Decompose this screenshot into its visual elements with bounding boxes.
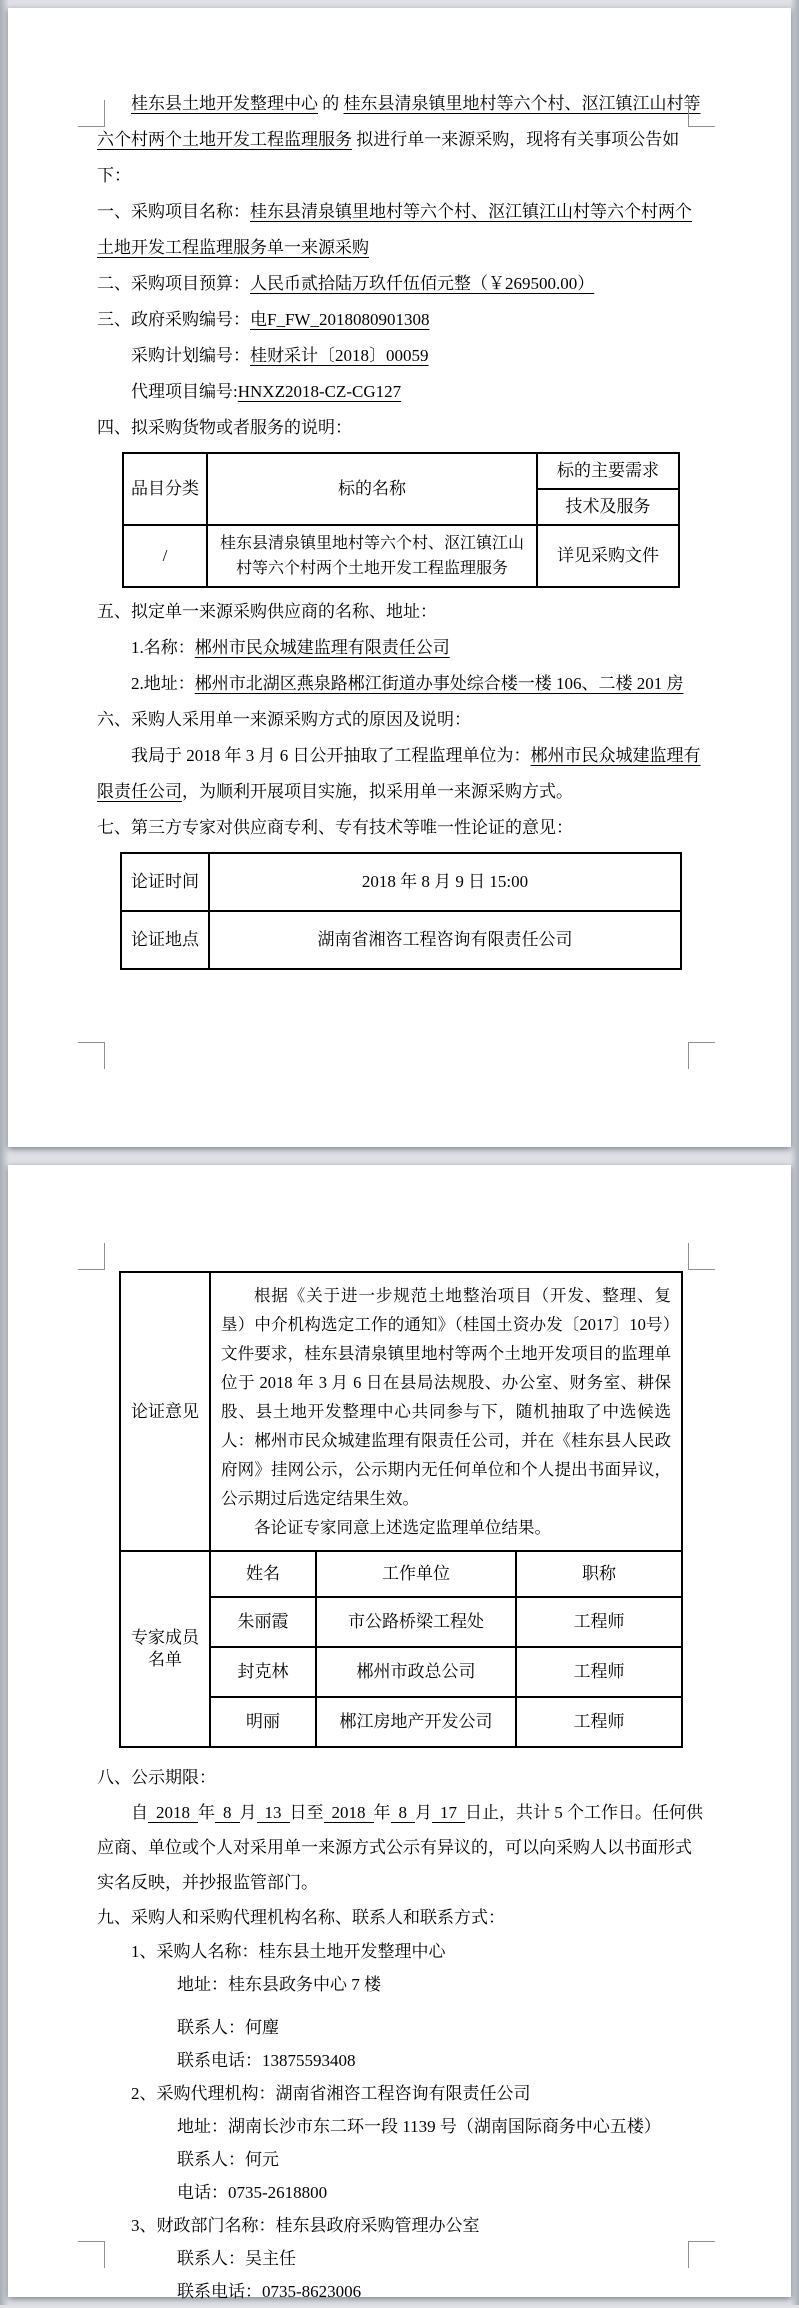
purchaser-name-underlined: 桂东县土地开发整理中心	[131, 94, 318, 113]
section-9-heading: 九、采购人和采购代理机构名称、联系人和联系方式：	[97, 1908, 505, 1927]
table1-header-category: 品目分类	[123, 453, 207, 525]
s8-month-start: 8	[215, 1803, 240, 1823]
project-name-underlined: 桂东县清泉镇里地村等六个村、沤江镇江山村等六个村两个土地开发工程监理服务	[97, 94, 701, 149]
section-4-heading: 四、拟采购货物或者服务的说明：	[97, 418, 352, 437]
section-7-heading: 七、第三方专家对供应商专利、专有技术等唯一性论证的意见：	[97, 818, 573, 837]
text-boundary-mark-bottom-left	[78, 1042, 105, 1069]
supplier-name-line	[97, 630, 705, 666]
agency-address-line: 地址：湖南长沙市东二环一段 1139 号（湖南国际商务中心五楼）	[177, 2117, 661, 2136]
opinion-paragraph-2: 各论证专家同意上述选定监理单位结果。	[253, 1518, 551, 1537]
section-8-paragraph	[97, 1795, 705, 1900]
text-boundary-mark-bottom-right	[688, 1042, 715, 1069]
section-6-post: ，为顺利开展项目实施，拟采用单一来源采购方式。	[182, 782, 573, 801]
intro-connector: 的	[318, 94, 344, 113]
s8-month-end: 8	[391, 1803, 416, 1823]
expert-workunit: 市公路桥梁工程处	[316, 1597, 516, 1647]
text-boundary-mark-top-left	[78, 1243, 105, 1270]
table1-header-tech-service: 技术及服务	[537, 489, 679, 525]
opinion-paragraph-1: 根据《关于进一步规范土地整治项目（开发、整理、复垦）中介机构选定工作的通知》（桂国土资办发〔2017〕10号）文件要求，桂东县清泉镇里地村等两个土地开发项目的监理单位于 2018 年 3 月 6 日在县局法规股、办公室、财务室、耕保股、县土地开发整理中心共同参与下，随机抽取了中选候选人：郴州市民众城建监理有限责任公司，并在《桂东县人民政府网》挂网公示，公示期内无任何单位和个人提出书面异议，公示期过后选定结果生效。	[220, 1286, 671, 1508]
agency-phone-line: 电话：0735-2618800	[177, 2183, 328, 2202]
s8-t1: 年	[198, 1803, 215, 1822]
s8-year-start: 2018	[148, 1803, 198, 1823]
section-3-label: 三、政府采购编号：	[97, 310, 250, 329]
s8-day-end: 17	[432, 1803, 465, 1823]
text-boundary-mark-bottom-right	[688, 2241, 715, 2268]
supplier-address-line	[97, 666, 705, 702]
table-row	[120, 1272, 682, 1551]
s8-t4: 年	[373, 1803, 391, 1822]
section-6-company-underlined: 郴州市民众城建监理有限责任公司	[97, 746, 701, 801]
expert-title: 工程师	[516, 1697, 682, 1747]
review-time-label: 论证时间	[121, 853, 209, 911]
table1-cell-subject-name: 桂东县清泉镇里地村等六个村、沤江镇江山村等六个村两个土地开发工程监理服务	[207, 525, 537, 587]
section-1-value: 桂东县清泉镇里地村等六个村、沤江镇江山村等六个村两个土地开发工程监理服务单一来源采购	[97, 202, 692, 257]
plan-number-label: 采购计划编号：	[131, 346, 250, 365]
expert-title: 工程师	[516, 1597, 682, 1647]
purchaser-name-line: 1、采购人名称：桂东县土地开发整理中心	[131, 1942, 446, 1961]
page-2	[8, 1165, 791, 2301]
section-1-label: 一、采购项目名称：	[97, 202, 250, 221]
section-6-heading: 六、采购人采用单一来源采购方式的原因及说明：	[97, 710, 471, 729]
s8-day-start: 13	[257, 1803, 290, 1823]
page-1	[8, 8, 791, 1147]
s8-t2: 月	[239, 1803, 257, 1822]
expert-name: 封克林	[210, 1647, 316, 1697]
expert-review-schedule-table	[120, 852, 682, 970]
intro-tail: 拟进行单一来源采购，现将有关事项公告如下：	[97, 130, 680, 185]
purchaser-address-line: 地址：桂东县政务中心 7 楼	[177, 1975, 381, 1994]
opinion-label: 论证意见	[120, 1272, 210, 1551]
supplier-name-label: 1.名称：	[131, 638, 195, 657]
section-1-project-name	[97, 194, 705, 266]
intro-paragraph	[97, 86, 705, 194]
table-row	[121, 911, 681, 969]
table1-cell-category: /	[123, 525, 207, 587]
agency-name-line: 2、采购代理机构：湖南省湘咨工程咨询有限责任公司	[131, 2084, 531, 2103]
section-3-plan-number	[97, 338, 705, 374]
text-boundary-mark-bottom-left	[78, 2241, 105, 2268]
expert-workunit: 郴江房地产开发公司	[316, 1697, 516, 1747]
purchaser-phone-line: 联系电话：13875593408	[177, 2051, 356, 2070]
experts-header-name: 姓名	[210, 1551, 316, 1597]
experts-header-workunit: 工作单位	[316, 1551, 516, 1597]
text-boundary-mark-top-left	[78, 100, 105, 127]
section-6-paragraph	[97, 738, 705, 810]
section-6-pre: 我局于 2018 年 3 月 6 日公开抽取了工程监理单位为：	[131, 746, 531, 765]
experts-header-title: 职称	[516, 1551, 682, 1597]
section-5-heading: 五、拟定单一来源采购供应商的名称、地址：	[97, 602, 437, 621]
section-2-value: 人民币贰拾陆万玖仟伍佰元整（￥269500.00）	[250, 274, 595, 293]
experts-header-row	[120, 1551, 682, 1597]
s8-t5: 月	[415, 1803, 432, 1822]
review-place-value: 湖南省湘咨工程咨询有限责任公司	[209, 911, 681, 969]
expert-name: 朱丽霞	[210, 1597, 316, 1647]
supplier-name-value: 郴州市民众城建监理有限责任公司	[194, 638, 450, 657]
review-place-label: 论证地点	[121, 911, 209, 969]
plan-number-value: 桂财采计〔2018〕00059	[250, 346, 429, 365]
section-3-procurement-number	[97, 302, 705, 338]
s8-t3: 日至	[289, 1803, 324, 1822]
s8-year-end: 2018	[324, 1803, 374, 1823]
expert-title: 工程师	[516, 1647, 682, 1697]
table1-header-main-requirements: 标的主要需求	[537, 453, 679, 489]
finance-dept-line: 3、财政部门名称：桂东县政府采购管理办公室	[131, 2216, 480, 2235]
supplier-address-label: 2.地址：	[131, 674, 195, 693]
table-row	[123, 525, 679, 587]
section-8-heading: 八、公示期限：	[97, 1768, 216, 1787]
opinion-cell	[210, 1272, 682, 1551]
expert-workunit: 郴州市政总公司	[316, 1647, 516, 1697]
experts-list-label: 专家成员名单	[120, 1551, 210, 1747]
text-boundary-mark-top-right	[688, 1243, 715, 1270]
s8-pre: 自	[131, 1803, 148, 1822]
s8-tail: 日止，共计 5 个工作日。任何供应商、单位或个人对采用单一来源方式公示有异议的，可以向采购人以书面形式实名反映，并抄报监管部门。	[97, 1803, 703, 1892]
review-time-value: 2018 年 8 月 9 日 15:00	[209, 853, 681, 911]
supplier-address-value: 郴州市北湖区燕泉路郴江街道办事处综合楼一楼 106、二楼 201 房	[194, 674, 684, 693]
page-2-content	[8, 1165, 791, 2308]
procurement-items-table	[122, 452, 680, 588]
agency-number-value: HNXZ2018-CZ-CG127	[237, 382, 402, 401]
page-1-content	[8, 8, 791, 970]
section-3-agency-number	[97, 374, 705, 410]
table1-header-subject-name: 标的名称	[207, 453, 537, 525]
expert-name: 明丽	[210, 1697, 316, 1747]
purchaser-contact-line: 联系人：何麈	[177, 2018, 279, 2037]
text-boundary-mark-top-right	[688, 100, 715, 127]
expert-opinion-table	[119, 1271, 683, 1748]
table1-cell-requirement: 详见采购文件	[537, 525, 679, 587]
agency-number-label: 代理项目编号:	[131, 382, 238, 401]
table-row	[121, 853, 681, 911]
agency-contact-line: 联系人：何元	[177, 2150, 279, 2169]
section-2-budget	[97, 266, 705, 302]
finance-phone-line: 联系电话：0735-8623006	[177, 2282, 362, 2301]
section-3-value: 电F_FW_2018080901308	[250, 310, 430, 329]
section-2-label: 二、采购项目预算：	[97, 274, 250, 293]
finance-contact-line: 联系人：吴主任	[177, 2249, 296, 2268]
